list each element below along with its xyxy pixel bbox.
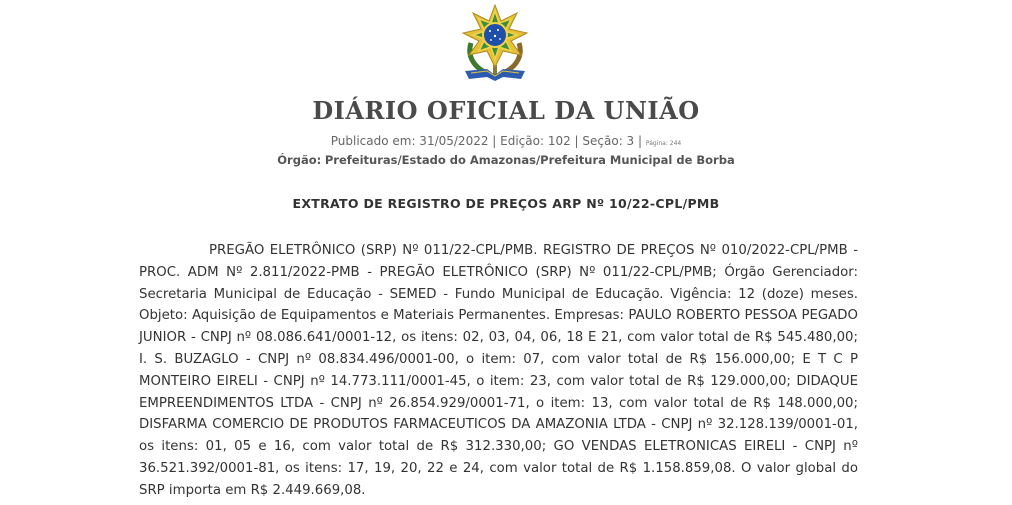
organ-value: Prefeituras/Estado do Amazonas/Prefeitura Municipal de Borba xyxy=(324,153,735,167)
extract-title: EXTRATO DE REGISTRO DE PREÇOS ARP Nº 10/22-CPL/PMB xyxy=(292,196,720,211)
page-reference: Página: 244 xyxy=(645,140,682,147)
organ-label: Órgão: xyxy=(277,153,322,167)
publication-title: DIÁRIO OFICIAL DA UNIÃO xyxy=(312,96,700,125)
extract-body: PREGÃO ELETRÔNICO (SRP) Nº 011/22-CPL/PMB. REGISTRO DE PREÇOS Nº 010/2022-CPL/PMB - PROC. ADM Nº 2.811/2022-PMB - PREGÃO ELETRÔNICO (SRP) Nº 011/22-CPL/PMB; Órgão Gerenciador: Secretaria Municipal de Educação - SEMED - Fundo Municipal de Educação. Vigência: 12 (doze) meses. Objeto: Aquisição de Equipamentos e Materiais Permanentes. Empresas: PAULO ROBERTO PESSOA PEGADO JUNIOR - CNPJ nº 08.086.641/0001-12, os itens: 02, 03, 04, 06, 18 E 21, com valor total de R$ 545.480,00; I. S. BUZAGLO - CNPJ nº 08.834.496/0001-00, o item: 07, com valor total de R$ 156.000,00; E T C P MONTEIRO EIRELI - CNPJ nº 14.773.111/0001-45, o item: 23, com valor total de R$ 129.000,00; DIDAQUE EMPREENDIMENTOS LTDA - CNPJ nº 26.854.929/0001-71, o item: 13, com valor total de R$ 148.000,00; DISFARMA COMERCIO DE PRODUTOS FARMACEUTICOS DA AMAZONIA LTDA - CNPJ nº 32.128.139/0001-01, os itens: 01, 05 e 16, com valor total de R$ 312.330,00; GO VENDAS ELETRONICAS EIRELI - CNPJ nº 36.521.392/0001-81, os itens: 17, 19, 20, 22 e 24, com valor total de R$ 1.158.859,08. O valor global do SRP importa em R$ 2.449.669,08. xyxy=(139,243,858,498)
publication-info xyxy=(0,134,1012,148)
brazil-coat-of-arms-icon xyxy=(457,3,533,85)
publication-details: Publicado em: 31/05/2022 | Edição: 102 | Seção: 3 | xyxy=(330,134,643,148)
issuing-organ xyxy=(0,153,1012,167)
